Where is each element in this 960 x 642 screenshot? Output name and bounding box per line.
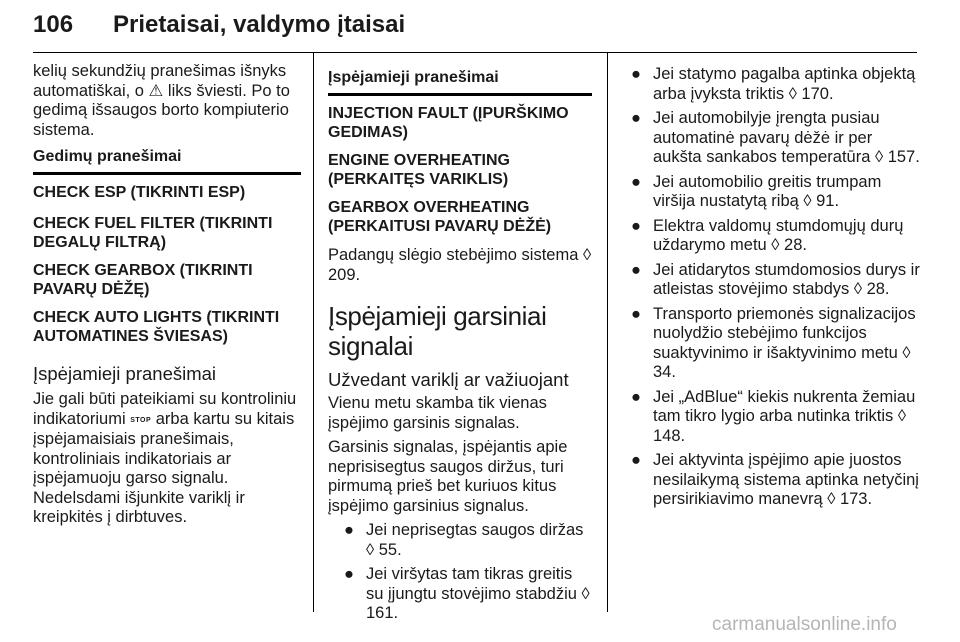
bullet-icon: ● (631, 260, 641, 279)
list-item: ● Jei „AdBlue“ kiekis nukrenta žemiau tam tikro lygio arba nutinka triktis ◊ 148. (631, 387, 916, 445)
column-divider (313, 52, 314, 612)
bullet-list (625, 65, 920, 510)
warnings-paragraph: Jie gali būti pateikiami su kontroliniu indikatoriumi STOP arba kartu su kitais įspėjamaisiais pranešimais, kontroliniais indikatoriais ar įspėjamuoju garso signalu. Nedelsdami išjunkite variklį ir kreipkitės į dirbtuves. (33, 390, 297, 526)
warning-message: GEARBOX OVERHEATING (PERKAITUSI PAVARŲ DĖŽĖ) (328, 199, 552, 235)
fault-message: CHECK AUTO LIGHTS (TIKRINTI AUTOMATINES ŠVIESAS) (33, 309, 280, 345)
fault-message: CHECK ESP (TIKRINTI ESP) (33, 184, 246, 201)
list-item: ● Jei atidarytos stumdomosios durys ir atleistas stovėjimo stabdys ◊ 28. (631, 260, 920, 298)
warning-message: INJECTION FAULT (ĮPURŠKIMO GEDIMAS) (328, 105, 569, 141)
tpms-reference: Padangų slėgio stebėjimo sistema ◊ 209. (328, 246, 592, 284)
bullet-icon: ● (631, 304, 641, 323)
section-title-faults: Gedimų pranešimai (33, 147, 301, 175)
page-number: 106 (33, 11, 74, 38)
list-item: ● Jei automobilyje įrengta pusiau automatinė pavarų dėžė ir per aukšta sankabos temperatūra ◊ 157. (631, 109, 920, 166)
bullet-icon: ● (631, 387, 641, 406)
list-item: ● Elektra valdomų stumdomųjų durų uždarymo metu ◊ 28. (631, 216, 904, 254)
subheading-startup: Užvedant variklį ar važiuojant (328, 369, 569, 390)
bullet-icon: ● (631, 109, 641, 127)
bullet-icon: ● (631, 451, 641, 469)
list-item: ● Jei automobilio greitis trumpam viršija nustatytą ribą ◊ 91. (631, 172, 882, 210)
main-heading: Įspėjamieji garsiniai signalai (328, 301, 547, 361)
page-header (33, 0, 917, 53)
stop-indicator-icon: STOP (130, 416, 152, 424)
bullet-icon: ● (344, 521, 354, 539)
list-item: ● Jei neprisegtas saugos diržas ◊ 55. (344, 521, 584, 559)
bullet-icon: ● (631, 172, 641, 191)
page-title: Prietaisai, valdymo įtaisai (113, 11, 406, 38)
list-item: ● Transporto priemonės signalizacijos nuolydžio stebėjimo funkcijos suaktyvinimo ir išaktyvinimo metu ◊ 34. (631, 304, 916, 381)
bullet-icon: ● (631, 65, 641, 83)
bullet-icon: ● (344, 565, 354, 583)
warning-message: ENGINE OVERHEATING (PERKAITĘS VARIKLIS) (328, 152, 510, 188)
watermark: carmanualsonline.info (712, 614, 897, 635)
paragraph: Garsinis signalas, įspėjantis apie neprisisegtus saugos diržus, turi pirmumą prieš bet kuriuos kitus įspėjimo garsinius signalus. (328, 438, 568, 515)
intro-paragraph: kelių sekundžių pranešimas išnyks automatiškai, o ⚠ liks šviesti. Po to gedimą išsaugos borto kompiuterio sistema. (33, 62, 290, 139)
column-divider (607, 52, 608, 612)
subheading-warnings: Įspėjamieji pranešimai (33, 363, 217, 384)
column-2 (328, 52, 592, 624)
bullet-icon: ● (631, 216, 641, 235)
fault-message: CHECK FUEL FILTER (TIKRINTI DEGALŲ FILTRĄ) (33, 215, 273, 251)
fault-message: CHECK GEARBOX (TIKRINTI PAVARŲ DĖŽĘ) (33, 262, 253, 298)
list-item: ● Jei aktyvinta įspėjimo apie juostos nesilaikymą sistema aptinka netyčinį persirikiavimo manevrą ◊ 173. (631, 451, 919, 508)
column-3 (625, 52, 920, 510)
list-item: ● Jei viršytas tam tikras greitis su įjungtu stovėjimo stabdžiu ◊ 161. (344, 565, 590, 622)
list-item: ● Jei statymo pagalba aptinka objektą arba įvyksta triktis ◊ 170. (631, 65, 916, 103)
column-1 (33, 52, 301, 528)
bullet-list (328, 521, 592, 624)
paragraph: Vienu metu skamba tik vienas įspėjimo garsinis signalas. (328, 394, 547, 432)
section-title-warnings: Įspėjamieji pranešimai (328, 68, 592, 96)
